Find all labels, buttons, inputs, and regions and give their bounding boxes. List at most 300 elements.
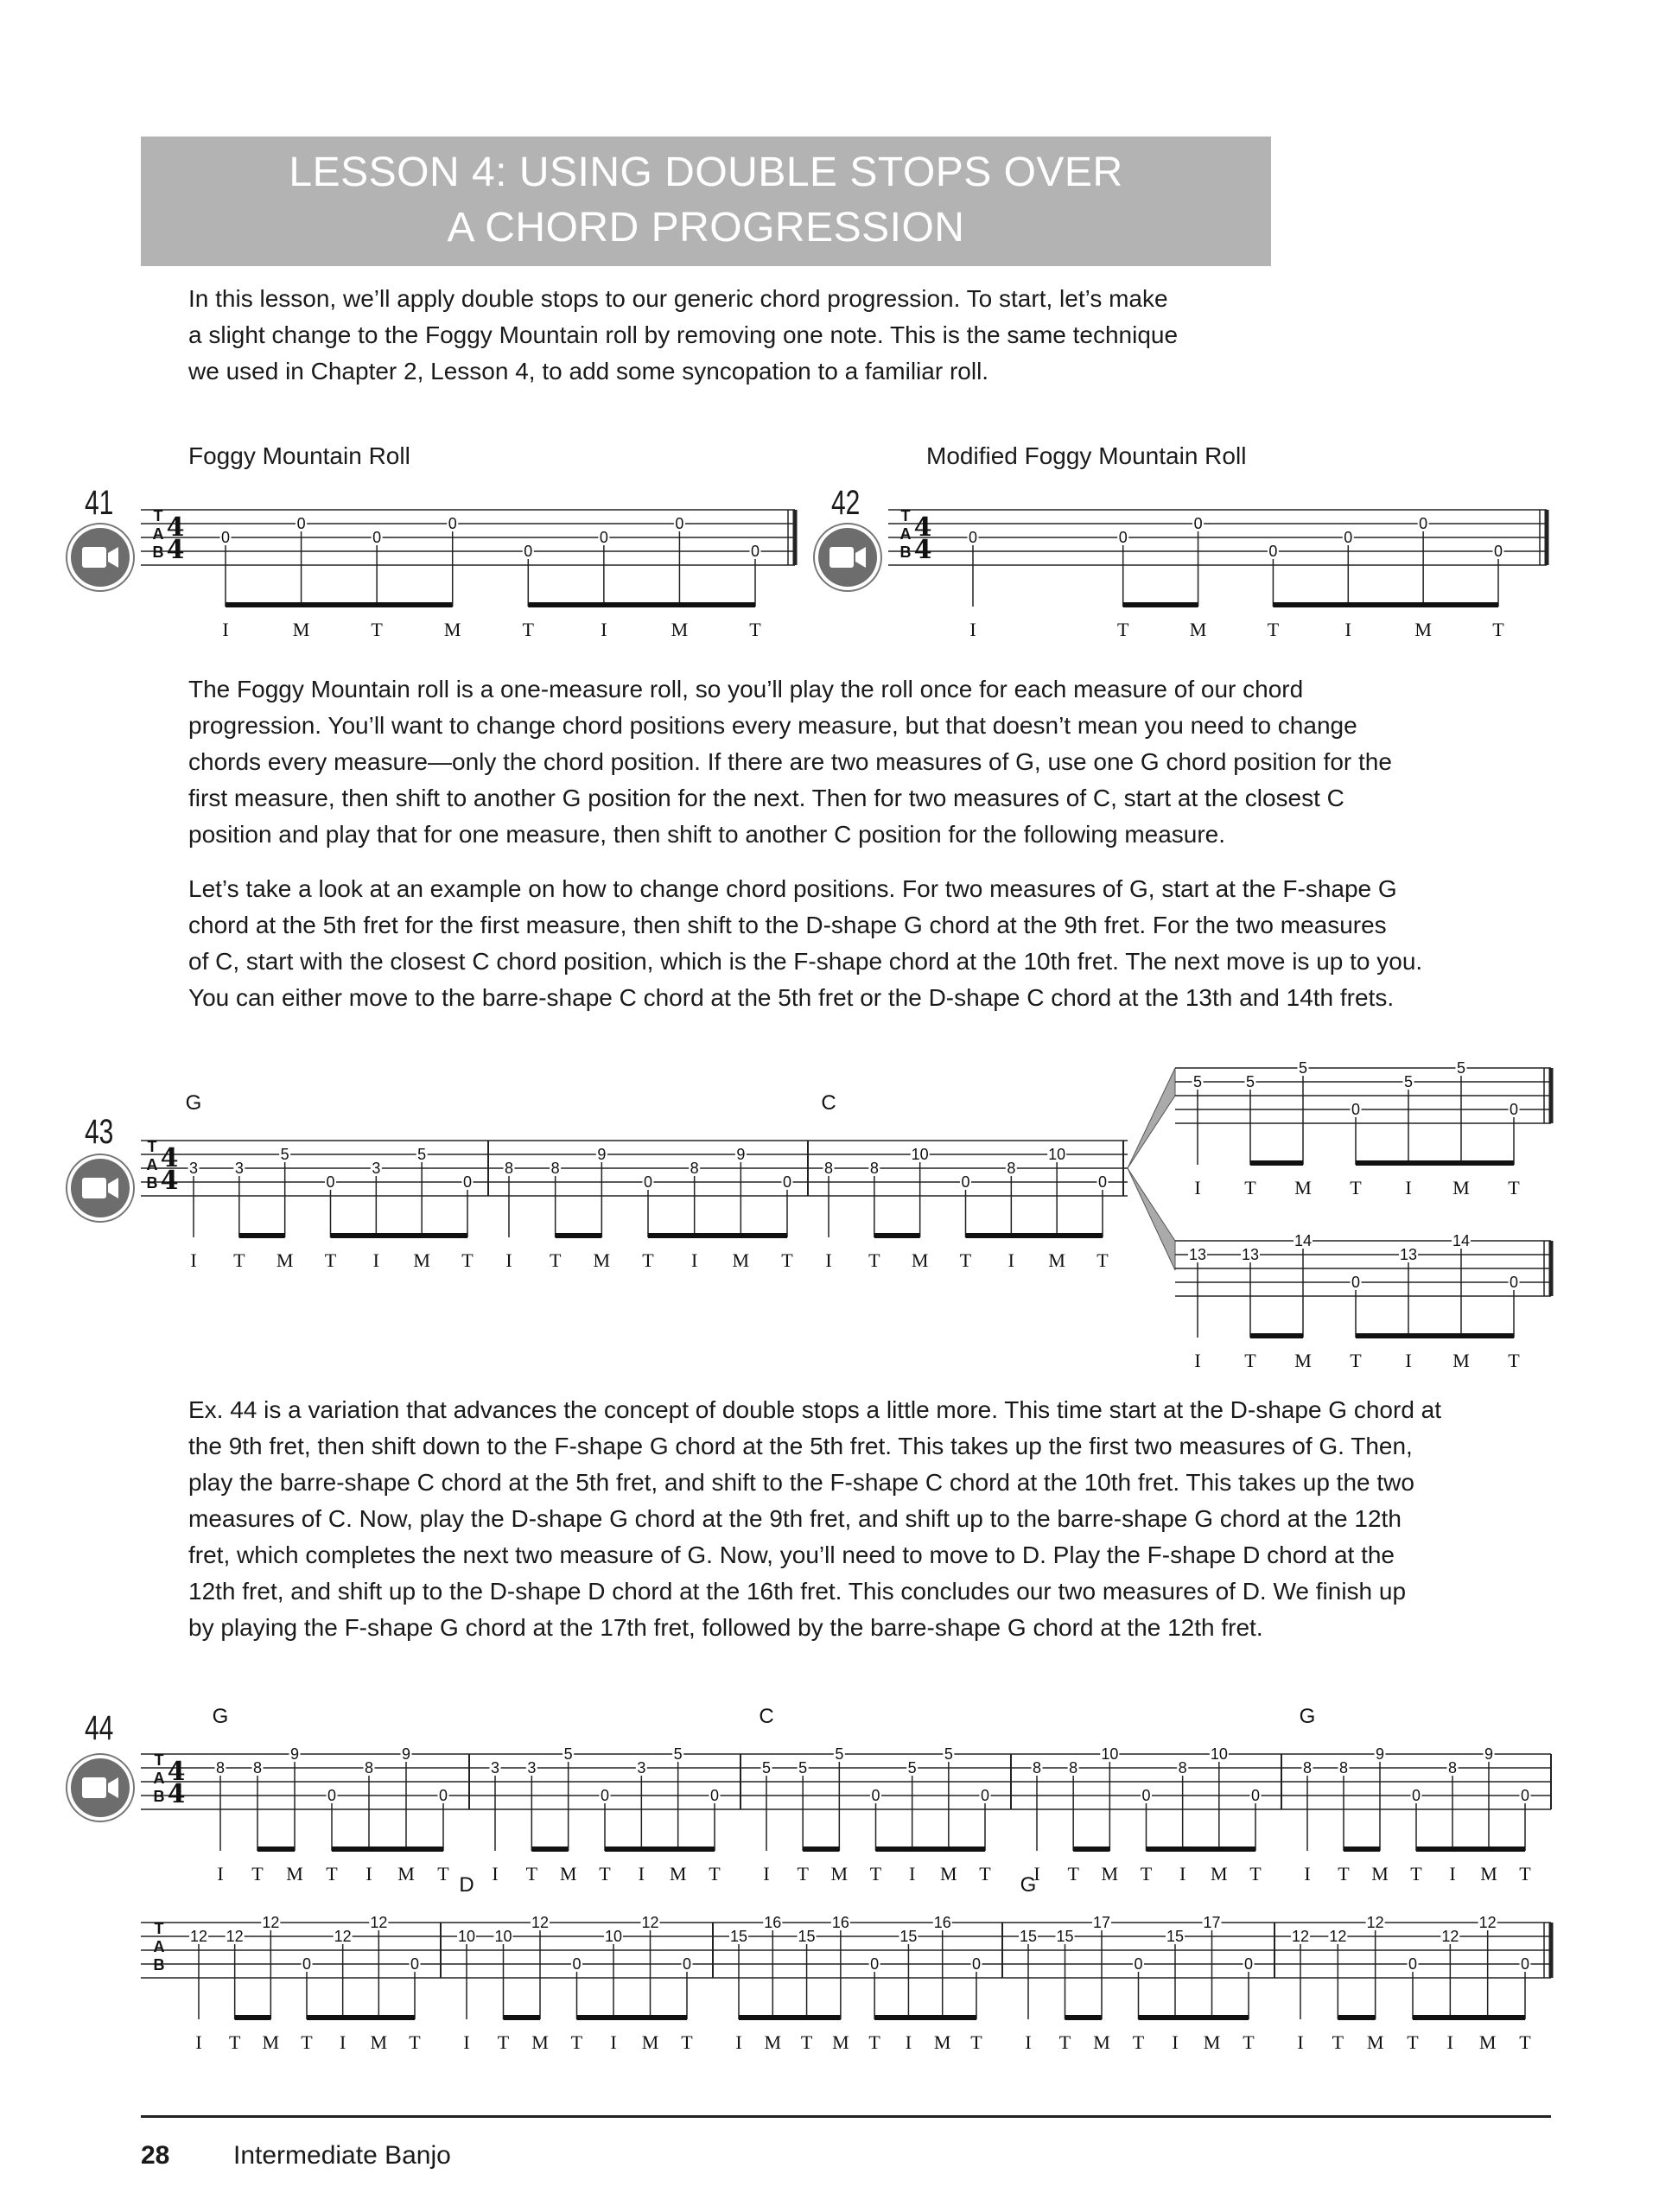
text-line: Ex. 44 is a variation that advances the concept of double stops a little more. This time start at the D-shape G chord at xyxy=(188,1396,1442,1423)
fret-number: 0 xyxy=(1351,1274,1361,1291)
fret-number: 17 xyxy=(1203,1914,1221,1931)
finger-label: M xyxy=(1452,1350,1470,1371)
finger-label: T xyxy=(301,2031,313,2053)
finger-label: I xyxy=(1446,2031,1453,2053)
fret-number: 8 xyxy=(504,1160,514,1177)
text-line: a slight change to the Foggy Mountain roll by removing one note. This is the same technique xyxy=(188,321,1179,348)
tab-clef-letter: T xyxy=(147,1138,157,1155)
finger-label: T xyxy=(869,1863,882,1885)
paragraph-roll-explanation xyxy=(188,671,1392,853)
finger-label: T xyxy=(1243,2031,1255,2053)
fret-number: 0 xyxy=(782,1173,792,1191)
fret-number: 12 xyxy=(262,1914,280,1931)
finger-label: I xyxy=(610,2031,617,2053)
finger-label: T xyxy=(1332,2031,1344,2053)
book-title: Intermediate Banjo xyxy=(233,2141,451,2170)
fret-number: 12 xyxy=(1478,1914,1497,1931)
time-signature-bottom: 4 xyxy=(166,535,185,565)
fret-number: 5 xyxy=(944,1745,953,1763)
tab-clef-letter: B xyxy=(899,543,912,561)
fret-number: 3 xyxy=(490,1759,500,1777)
finger-label: T xyxy=(324,1249,337,1271)
finger-label: M xyxy=(641,2031,659,2053)
beam xyxy=(1338,2015,1375,2020)
fret-number: 0 xyxy=(599,529,608,546)
fret-number: 3 xyxy=(372,1160,381,1177)
finger-label: M xyxy=(531,2031,549,2053)
finger-label: T xyxy=(959,1249,972,1271)
fret-number: 0 xyxy=(296,515,306,532)
text-line: first measure, then shift to another G position for the next. Then for two measures of C, start at the closest C xyxy=(188,785,1344,811)
beam xyxy=(1065,2015,1103,2020)
finger-label: M xyxy=(1294,1177,1312,1198)
text-line: position and play that for one measure, then shift to another C position for the following measure. xyxy=(188,821,1226,848)
fret-number: 10 xyxy=(1101,1745,1119,1763)
finger-label: T xyxy=(797,1863,809,1885)
fret-number: 8 xyxy=(1069,1759,1078,1777)
time-signature-top: 4 xyxy=(166,512,185,543)
tab-clef-letter: A xyxy=(152,525,164,543)
beam xyxy=(1250,1333,1303,1338)
finger-label: I xyxy=(372,1249,379,1271)
fret-number: 0 xyxy=(961,1173,970,1191)
fret-number: 12 xyxy=(1291,1928,1310,1945)
tab-clef-letter: T xyxy=(900,507,911,524)
fret-number: 0 xyxy=(326,1173,335,1191)
footer-rule xyxy=(141,2115,1551,2118)
finger-label: T xyxy=(681,2031,693,2053)
finger-label: T xyxy=(1519,2031,1531,2053)
fret-number: 0 xyxy=(1193,515,1203,532)
fret-number: 0 xyxy=(1493,543,1503,560)
finger-label: M xyxy=(1203,2031,1221,2053)
fret-number: 12 xyxy=(1329,1928,1347,1945)
fret-number: 0 xyxy=(1509,1101,1519,1118)
finger-label: I xyxy=(1344,619,1351,640)
finger-label: T xyxy=(549,1249,562,1271)
fret-number: 0 xyxy=(1520,1787,1530,1804)
fret-number: 5 xyxy=(417,1146,427,1163)
finger-label: I xyxy=(1304,1863,1311,1885)
beam xyxy=(1356,1333,1514,1338)
fret-number: 0 xyxy=(1419,515,1428,532)
fret-number: 12 xyxy=(641,1914,659,1931)
beam xyxy=(556,1233,602,1238)
finger-label: T xyxy=(522,619,535,640)
finger-label: T xyxy=(781,1249,793,1271)
finger-label: I xyxy=(735,2031,742,2053)
fret-number: 0 xyxy=(709,1787,720,1804)
fret-number: 12 xyxy=(1366,1914,1384,1931)
fret-number: 8 xyxy=(823,1160,834,1177)
fret-number: 14 xyxy=(1452,1232,1471,1249)
fret-number: 5 xyxy=(761,1759,772,1777)
fret-number: 5 xyxy=(798,1759,808,1777)
finger-label: T xyxy=(1058,2031,1071,2053)
fret-number: 8 xyxy=(1338,1759,1349,1777)
fret-number: 0 xyxy=(438,1787,448,1804)
fret-number: 8 xyxy=(1178,1759,1187,1777)
fret-number: 0 xyxy=(410,1955,420,1973)
finger-label: M xyxy=(832,2031,849,2053)
tab-clef-letter: B xyxy=(153,1956,165,1974)
beam xyxy=(226,602,453,607)
fret-number: 13 xyxy=(1241,1246,1260,1263)
finger-label: T xyxy=(1338,1863,1350,1885)
fret-number: 15 xyxy=(899,1928,918,1945)
fret-number: 0 xyxy=(524,543,533,560)
beam xyxy=(332,1847,443,1852)
finger-label: M xyxy=(911,1249,929,1271)
finger-label: M xyxy=(397,1863,415,1885)
lesson-title-line1: LESSON 4: USING DOUBLE STOPS OVER xyxy=(289,149,1123,195)
fret-number: 0 xyxy=(1351,1101,1361,1118)
fret-number: 10 xyxy=(911,1146,929,1163)
finger-label: T xyxy=(1132,2031,1145,2053)
finger-label: I xyxy=(1179,1863,1186,1885)
fret-number: 0 xyxy=(372,529,382,546)
finger-label: I xyxy=(1449,1863,1456,1885)
text-line: You can either move to the barre-shape C chord at the 5th fret or the D-shape C chord at the 13th and 14th frets. xyxy=(188,984,1395,1011)
fret-number: 0 xyxy=(1268,543,1278,560)
fret-number: 8 xyxy=(215,1759,226,1777)
fret-number: 0 xyxy=(1243,1955,1254,1973)
finger-label: I xyxy=(222,619,229,640)
time-signature-top: 4 xyxy=(167,1757,186,1787)
fret-number: 0 xyxy=(870,1955,880,1973)
finger-label: T xyxy=(1350,1177,1362,1198)
finger-label: M xyxy=(1189,619,1207,640)
finger-label: T xyxy=(1067,1863,1079,1885)
beam xyxy=(331,1233,468,1238)
example-number-42: 42 xyxy=(831,484,861,522)
finger-label: T xyxy=(1249,1863,1262,1885)
ex42-title: Modified Foggy Mountain Roll xyxy=(926,442,1247,469)
fret-number: 0 xyxy=(1134,1955,1143,1973)
finger-label: T xyxy=(1140,1863,1153,1885)
finger-label: I xyxy=(195,2031,202,2053)
finger-label: T xyxy=(570,2031,583,2053)
fret-number: 15 xyxy=(1166,1928,1185,1945)
chord-name: G xyxy=(212,1705,229,1728)
ex41-title: Foggy Mountain Roll xyxy=(188,442,410,469)
beam xyxy=(1273,602,1498,607)
beam xyxy=(1416,1847,1525,1852)
branch-wedge-lower xyxy=(1128,1168,1175,1270)
finger-label: T xyxy=(868,2031,880,2053)
finger-label: T xyxy=(709,1863,721,1885)
finger-label: I xyxy=(1194,1350,1201,1371)
paragraph-ex44 xyxy=(188,1392,1441,1646)
finger-label: I xyxy=(909,1863,916,1885)
fret-number: 12 xyxy=(1441,1928,1459,1945)
finger-label: T xyxy=(233,1249,245,1271)
finger-label: T xyxy=(970,2031,982,2053)
fret-number: 15 xyxy=(1019,1928,1038,1945)
finger-label: I xyxy=(1025,2031,1032,2053)
finger-label: M xyxy=(671,619,689,640)
fret-number: 0 xyxy=(1097,1173,1108,1191)
chord-name: G xyxy=(1299,1705,1316,1728)
beam xyxy=(1250,1160,1303,1166)
fret-number: 17 xyxy=(1092,1914,1111,1931)
finger-label: I xyxy=(638,1863,645,1885)
time-signature-bottom: 4 xyxy=(167,1779,186,1809)
fret-number: 5 xyxy=(835,1745,844,1763)
finger-label: M xyxy=(830,1863,849,1885)
chord-name: D xyxy=(459,1873,474,1897)
fret-number: 0 xyxy=(643,1173,653,1191)
finger-label: M xyxy=(559,1863,577,1885)
lesson-title-line2: A CHORD PROGRESSION xyxy=(447,205,965,251)
fret-number: 12 xyxy=(370,1914,388,1931)
beam xyxy=(531,1847,568,1852)
tab-clef-letter: T xyxy=(154,1751,164,1769)
fret-number: 15 xyxy=(798,1928,816,1945)
finger-label: M xyxy=(1294,1350,1312,1371)
beam xyxy=(239,1233,285,1238)
fret-number: 3 xyxy=(234,1160,244,1177)
finger-label: M xyxy=(1452,1177,1470,1198)
fret-number: 0 xyxy=(1250,1787,1261,1804)
fret-number: 5 xyxy=(1298,1059,1308,1077)
finger-label: T xyxy=(1350,1350,1362,1371)
finger-label: M xyxy=(292,619,310,640)
finger-label: M xyxy=(370,2031,388,2053)
finger-label: M xyxy=(1211,1863,1228,1885)
chord-name: C xyxy=(821,1091,836,1115)
fret-number: 9 xyxy=(1375,1745,1385,1763)
fret-number: 13 xyxy=(1399,1246,1418,1263)
beam xyxy=(1356,1160,1514,1166)
fret-number: 5 xyxy=(1192,1073,1203,1090)
finger-label: M xyxy=(940,1863,957,1885)
finger-label: T xyxy=(497,2031,510,2053)
finger-label: T xyxy=(642,1249,654,1271)
example-number-41: 41 xyxy=(85,484,114,522)
fret-number: 0 xyxy=(980,1787,990,1804)
paragraph-chord-positions xyxy=(188,871,1422,1016)
fret-number: 10 xyxy=(494,1928,512,1945)
fret-number: 0 xyxy=(448,515,457,532)
finger-label: M xyxy=(413,1249,430,1271)
text-line: progression. You’ll want to change chord positions every measure, but that doesn’t mean you need to change xyxy=(188,712,1357,739)
chord-name: G xyxy=(185,1091,202,1115)
fret-number: 0 xyxy=(750,543,760,560)
fret-number: 8 xyxy=(1302,1759,1313,1777)
branch-wedge-upper xyxy=(1128,1068,1175,1168)
finger-label: M xyxy=(1371,1863,1389,1885)
fret-number: 0 xyxy=(600,1787,610,1804)
fret-number: 0 xyxy=(1118,529,1128,546)
fret-number: 9 xyxy=(289,1745,300,1763)
text-line: we used in Chapter 2, Lesson 4, to add some syncopation to a familiar roll. xyxy=(188,358,989,385)
text-line: by playing the F-shape G chord at the 17th fret, followed by the barre-shape G chord at the 12th fret. xyxy=(188,1614,1263,1641)
finger-label: I xyxy=(365,1863,372,1885)
finger-label: T xyxy=(437,1863,449,1885)
beam xyxy=(1139,2015,1249,2020)
fret-number: 5 xyxy=(907,1759,917,1777)
text-line: fret, which completes the next two measure of G. Now, you’ll need to move to D. Play the F-shape D chord at the xyxy=(188,1541,1395,1568)
finger-label: I xyxy=(217,1863,224,1885)
finger-label: T xyxy=(1508,1177,1520,1198)
beam xyxy=(1073,1847,1109,1852)
finger-label: M xyxy=(732,1249,750,1271)
text-line: of C, start with the closest C chord position, which is the F-shape chord at the 10th fret. The next move is up to you. xyxy=(188,948,1423,975)
finger-label: I xyxy=(1405,1350,1412,1371)
text-line: chord at the 5th fret for the first measure, then shift to the D-shape G chord at the 9th fret. For the two measures xyxy=(188,912,1387,938)
fret-number: 0 xyxy=(462,1173,473,1191)
fret-number: 0 xyxy=(1520,1955,1530,1973)
fret-number: 10 xyxy=(1048,1146,1066,1163)
finger-label: M xyxy=(443,619,461,640)
beam xyxy=(605,1847,715,1852)
finger-label: M xyxy=(276,1249,294,1271)
fret-number: 10 xyxy=(457,1928,476,1945)
time-signature-bottom: 4 xyxy=(160,1166,179,1196)
beam xyxy=(1147,1847,1256,1852)
finger-label: T xyxy=(1410,1863,1422,1885)
finger-label: T xyxy=(1244,1350,1256,1371)
finger-label: T xyxy=(251,1863,264,1885)
beam xyxy=(577,2015,688,2020)
finger-label: I xyxy=(691,1249,698,1271)
fret-number: 3 xyxy=(637,1759,646,1777)
finger-label: I xyxy=(969,619,976,640)
fret-number: 8 xyxy=(869,1160,879,1177)
finger-label: M xyxy=(593,1249,611,1271)
fret-number: 12 xyxy=(531,1914,550,1931)
finger-label: I xyxy=(1297,2031,1304,2053)
fret-number: 8 xyxy=(1447,1759,1458,1777)
text-line: measures of C. Now, play the D-shape G chord at the 9th fret, and shift up to the barre-shape G chord at the 12th xyxy=(188,1505,1402,1532)
beam xyxy=(803,1847,839,1852)
fret-number: 5 xyxy=(280,1146,289,1163)
finger-label: T xyxy=(461,1249,474,1271)
finger-label: T xyxy=(1116,619,1129,640)
tab-clef-letter: T xyxy=(154,1920,164,1937)
finger-label: M xyxy=(1480,1863,1497,1885)
fret-number: 0 xyxy=(1344,529,1353,546)
fret-number: 0 xyxy=(327,1787,337,1804)
fret-number: 9 xyxy=(597,1146,607,1163)
finger-label: I xyxy=(492,1863,499,1885)
fret-number: 12 xyxy=(334,1928,352,1945)
finger-label: M xyxy=(1366,2031,1384,2053)
finger-label: I xyxy=(1194,1177,1201,1198)
finger-label: M xyxy=(1093,2031,1110,2053)
fret-number: 15 xyxy=(729,1928,748,1945)
fret-number: 14 xyxy=(1294,1232,1313,1249)
tab-clef-letter: T xyxy=(153,507,163,524)
tab-clef-letter: B xyxy=(152,543,164,561)
fret-number: 9 xyxy=(736,1146,746,1163)
fret-number: 10 xyxy=(604,1928,623,1945)
finger-label: I xyxy=(601,619,607,640)
fret-number: 9 xyxy=(1484,1745,1494,1763)
fret-number: 0 xyxy=(1411,1787,1421,1804)
finger-label: T xyxy=(868,1249,880,1271)
finger-label: T xyxy=(409,2031,421,2053)
finger-label: T xyxy=(749,619,761,640)
page-number: 28 xyxy=(141,2141,170,2170)
beam xyxy=(504,2015,541,2020)
finger-label: M xyxy=(286,1863,303,1885)
finger-label: M xyxy=(1101,1863,1119,1885)
beam xyxy=(876,1847,986,1852)
fret-number: 10 xyxy=(1210,1745,1228,1763)
beam xyxy=(528,602,755,607)
finger-label: T xyxy=(1267,619,1280,640)
fret-number: 12 xyxy=(226,1928,244,1945)
fret-number: 12 xyxy=(189,1928,208,1945)
finger-label: I xyxy=(1172,2031,1179,2053)
finger-label: I xyxy=(505,1249,512,1271)
fret-number: 16 xyxy=(933,1914,951,1931)
tab-clef-letter: A xyxy=(153,1770,165,1787)
finger-label: M xyxy=(764,2031,782,2053)
fret-number: 3 xyxy=(188,1160,199,1177)
beam xyxy=(966,1233,1103,1238)
fret-number: 0 xyxy=(1408,1955,1418,1973)
fret-number: 16 xyxy=(831,1914,849,1931)
beam xyxy=(1123,602,1198,607)
finger-label: M xyxy=(1414,619,1432,640)
example-number-43: 43 xyxy=(85,1113,114,1151)
fret-number: 8 xyxy=(690,1160,699,1177)
fret-number: 8 xyxy=(1007,1160,1016,1177)
text-line: Let’s take a look at an example on how to change chord positions. For two measures of G, start at the F-shape G xyxy=(188,875,1397,902)
finger-label: T xyxy=(800,2031,813,2053)
tab-clef-letter: A xyxy=(146,1156,158,1173)
text-line: play the barre-shape C chord at the 5th fret, and shift to the F-shape C chord at the 10th fret. This takes up the two xyxy=(188,1469,1414,1496)
beam xyxy=(739,2015,841,2020)
fret-number: 8 xyxy=(252,1759,263,1777)
finger-label: T xyxy=(979,1863,991,1885)
finger-label: I xyxy=(340,2031,346,2053)
fret-number: 0 xyxy=(1509,1274,1519,1291)
beam xyxy=(874,2015,976,2020)
chord-name: C xyxy=(759,1705,774,1728)
beam xyxy=(1344,1847,1380,1852)
example-number-44: 44 xyxy=(85,1709,114,1747)
finger-label: T xyxy=(228,2031,241,2053)
finger-label: T xyxy=(326,1863,338,1885)
beam xyxy=(648,1233,787,1238)
fret-number: 8 xyxy=(364,1759,374,1777)
fret-number: 0 xyxy=(675,515,684,532)
tab-clef-letter: A xyxy=(153,1938,165,1955)
fret-number: 13 xyxy=(1188,1246,1207,1263)
finger-label: T xyxy=(1492,619,1504,640)
beam xyxy=(1413,2015,1525,2020)
beam xyxy=(235,2015,271,2020)
fret-number: 5 xyxy=(1456,1059,1466,1077)
fret-number: 5 xyxy=(673,1745,683,1763)
beam xyxy=(257,1847,295,1852)
time-signature-top: 4 xyxy=(160,1143,179,1173)
fret-number: 8 xyxy=(1032,1759,1042,1777)
text-line: the 9th fret, then shift down to the F-shape G chord at the 5th fret. This takes up the first two measures of G. Then, xyxy=(188,1433,1413,1459)
fret-number: 9 xyxy=(401,1745,411,1763)
time-signature-bottom: 4 xyxy=(913,535,932,565)
finger-label: T xyxy=(1508,1350,1520,1371)
text-line: 12th fret, and shift up to the D-shape D chord at the 16th fret. This concludes our two measures of D. We finish up xyxy=(188,1578,1407,1605)
finger-label: I xyxy=(825,1249,832,1271)
finger-label: M xyxy=(669,1863,687,1885)
fret-number: 0 xyxy=(971,1955,982,1973)
finger-label: I xyxy=(463,2031,470,2053)
